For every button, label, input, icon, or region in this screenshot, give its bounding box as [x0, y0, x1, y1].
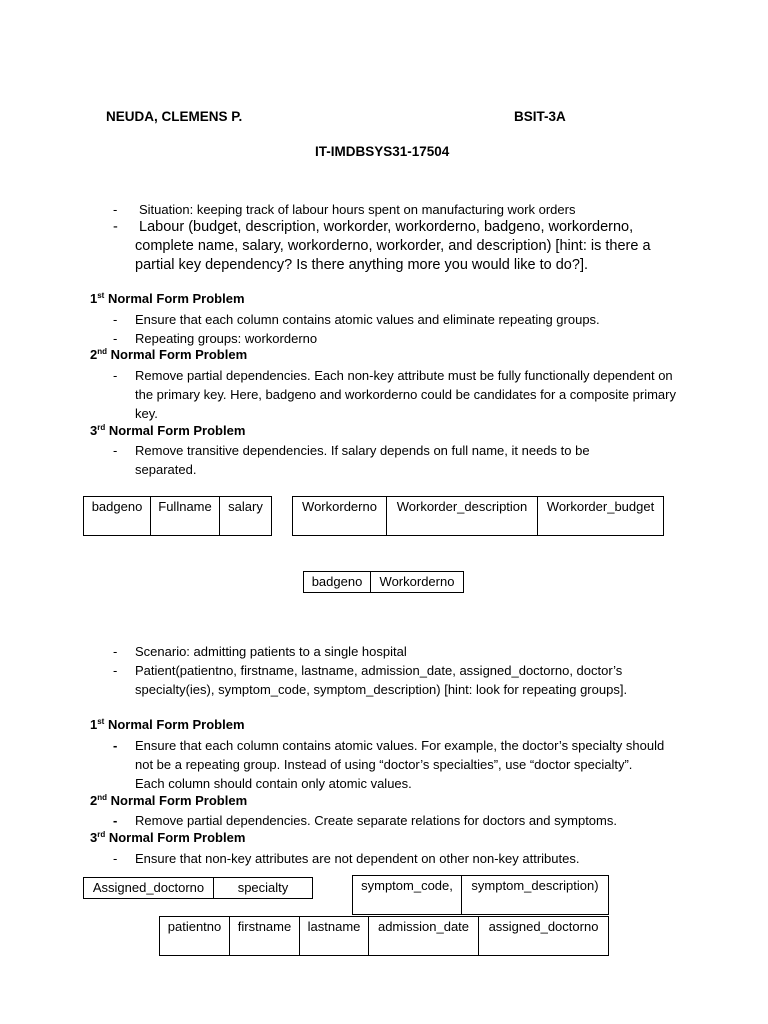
p1-nf3-num: 3: [90, 423, 98, 438]
table-cell: salary: [220, 497, 272, 536]
p1-nf3-item-text: Remove transitive dependencies. If salary depends on full name, it needs to be separated.: [135, 443, 590, 477]
table-cell: admission_date: [369, 917, 479, 956]
relation-text-content: Labour (budget, description, workorder, workorderno, badgeno, workorderno, complete name, salary, workorderno, workorder, and description) [hint: is there a partial key dependency? Is there anything more you would like to do?].: [135, 219, 651, 273]
dash-marker: -: [113, 312, 118, 327]
p1-nf2-sup: nd: [97, 347, 108, 356]
table-cell: symptom_code,: [353, 876, 462, 915]
course-code: IT-IMDBSYS31-17504: [315, 144, 450, 159]
situation-text: Situation: keeping track of labour hours spent on manufacturing work orders: [139, 202, 576, 217]
table-cell: lastname: [300, 917, 369, 956]
labour-table: [303, 571, 464, 593]
p2-nf3-title: [90, 830, 245, 845]
table-cell: badgeno: [304, 572, 371, 593]
relation-text: [135, 218, 680, 275]
p1-nf1-num: 1: [90, 291, 98, 306]
dash-marker: -: [113, 813, 118, 828]
dash-marker: -: [113, 219, 118, 235]
p1-nf2-title: [90, 347, 247, 362]
p1-nf3-sup: rd: [97, 423, 106, 432]
p1-nf2-title-text: Normal Form Problem: [107, 347, 248, 362]
dash-marker: -: [113, 738, 118, 753]
p2-nf2-title: [90, 793, 247, 808]
p2-nf3-item-text: Ensure that non-key attributes are not dependent on other non-key attributes.: [135, 851, 580, 866]
table-row: [84, 497, 272, 536]
table-row: [160, 917, 609, 956]
p1-nf3-title-text: Normal Form Problem: [105, 423, 246, 438]
scenario-text: Scenario: admitting patients to a single hospital: [135, 644, 407, 659]
table-cell: Workorderno: [293, 497, 387, 536]
p2-nf1-title: [90, 717, 245, 732]
p2-nf2-title-text: Normal Form Problem: [107, 793, 248, 808]
workorder-table: [292, 496, 664, 536]
p2-nf2-item-text: Remove partial dependencies. Create separate relations for doctors and symptoms.: [135, 813, 617, 828]
table-row: [304, 572, 464, 593]
student-name: NEUDA, CLEMENS P.: [106, 109, 243, 124]
table-cell: Workorder_budget: [538, 497, 664, 536]
p2-nf1-num: 1: [90, 717, 98, 732]
p2-nf3-sup: rd: [97, 830, 106, 839]
table-cell: assigned_doctorno: [479, 917, 609, 956]
table-cell: symptom_description): [462, 876, 609, 915]
p2-nf1-item-text: Ensure that each column contains atomic values. For example, the doctor’s specialty should not be a repeating group. Instead of using “doctor’s specialties”, use “doctor specialty”. Each column should contain only atomic values.: [135, 738, 665, 791]
p2-nf1-sup: st: [97, 717, 105, 726]
p1-nf1-item-text: Repeating groups: workorderno: [135, 331, 318, 346]
dash-marker: -: [113, 202, 118, 217]
p1-nf2-num: 2: [90, 347, 98, 362]
p1-nf2-item-text: Remove partial dependencies. Each non-key attribute must be fully functionally dependent on the primary key. Here, badgeno and workorderno could be candidates for a composite primary key.: [135, 368, 676, 421]
student-section: BSIT-3A: [514, 109, 566, 124]
table-row: [293, 497, 664, 536]
doctor-table: [83, 877, 313, 899]
p2-nf2-num: 2: [90, 793, 98, 808]
dash-marker: -: [113, 443, 118, 458]
patient-table: [159, 916, 609, 956]
patient-relation-text: Patient(patientno, firstname, lastname, admission_date, assigned_doctorno, doctor’s specialty(ies), symptom_code, symptom_description) [hint: look for repeating groups].: [135, 663, 628, 697]
table-cell: Workorder_description: [387, 497, 538, 536]
table-row: [353, 876, 609, 915]
table-cell: Assigned_doctorno: [84, 878, 214, 899]
table-cell: patientno: [160, 917, 230, 956]
p1-nf1-sup: st: [97, 291, 105, 300]
p2-nf1-title-text: Normal Form Problem: [104, 717, 245, 732]
table-cell: Workorderno: [371, 572, 464, 593]
p1-nf3-title: [90, 423, 245, 438]
p2-nf3-num: 3: [90, 830, 98, 845]
dash-marker: -: [113, 331, 118, 346]
dash-marker: -: [113, 368, 118, 383]
p2-nf3-title-text: Normal Form Problem: [105, 830, 246, 845]
p1-nf1-title: [90, 291, 245, 306]
table-cell: Fullname: [151, 497, 220, 536]
employee-table: [83, 496, 272, 536]
p2-nf2-sup: nd: [97, 793, 108, 802]
table-cell: badgeno: [84, 497, 151, 536]
symptom-table: [352, 875, 609, 915]
p1-nf1-title-text: Normal Form Problem: [104, 291, 245, 306]
table-cell: firstname: [230, 917, 300, 956]
dash-marker: -: [113, 663, 118, 678]
table-row: [84, 878, 313, 899]
p1-nf1-item-text: Ensure that each column contains atomic values and eliminate repeating groups.: [135, 312, 600, 327]
dash-marker: -: [113, 644, 118, 659]
dash-marker: -: [113, 851, 118, 866]
table-cell: specialty: [214, 878, 313, 899]
